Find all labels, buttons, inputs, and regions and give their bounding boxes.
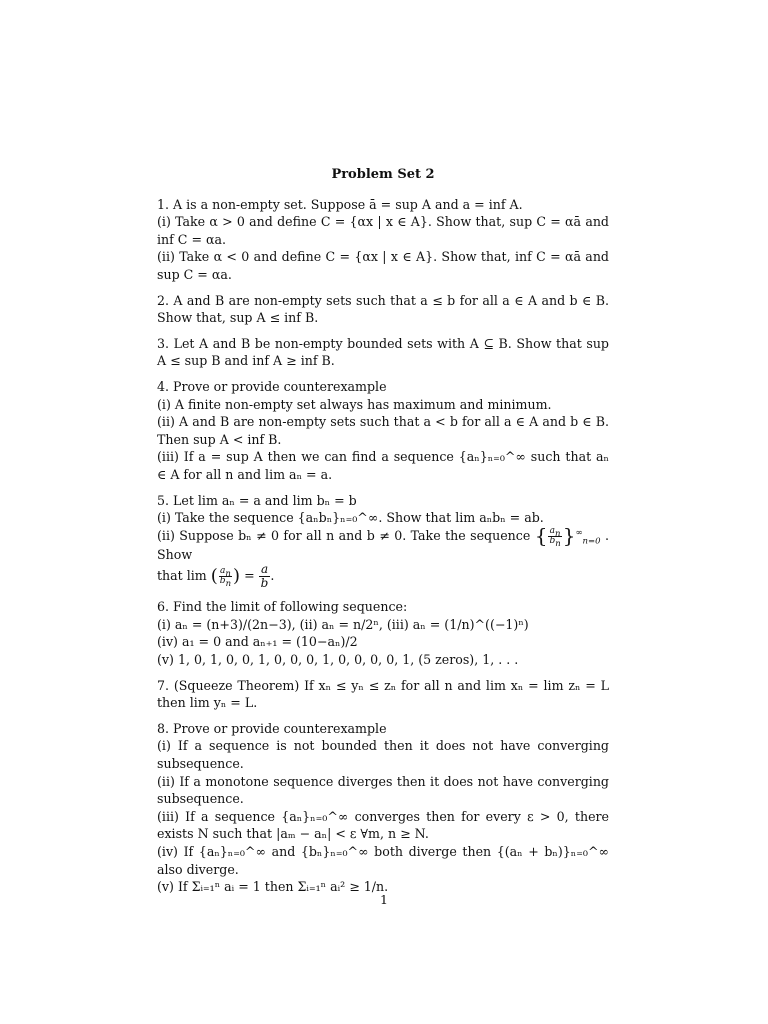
problem-1-part-ii: (ii) Take α < 0 and define C = {αx | x ∈ A}. Show that, inf C = αā and sup C = αa.	[157, 249, 609, 282]
problem-7: 7. (Squeeze Theorem) If xₙ ≤ yₙ ≤ zₙ for all n and lim xₙ = lim zₙ = L then lim yₙ = L.	[157, 677, 609, 711]
problem-4-stem: 4. Prove or provide counterexample	[157, 378, 387, 394]
problem-5-part-i: (i) Take the sequence {aₙbₙ}ₙ₌₀^∞. Show that lim aₙbₙ = ab.	[157, 510, 544, 526]
problem-8-part-iii: (iii) If a sequence {aₙ}ₙ₌₀^∞ converges then for every ε > 0, there exists N such that |aₘ − aₙ| < ε ∀m, n ≥ N.	[157, 808, 609, 842]
problem-1-part-i: (i) Take α > 0 and define C = {αx | x ∈ A}. Show that, sup C = αā and inf C = αa.	[157, 214, 609, 247]
problem-5	[157, 492, 609, 591]
limit-ratio-formula: ( $\frac{a_n}{b_n}$ )	[210, 565, 241, 590]
page-title: Problem Set 2	[331, 167, 435, 182]
problem-8-part-v: (v) If Σᵢ₌₁ⁿ aᵢ = 1 then Σᵢ₌₁ⁿ aᵢ² ≥ 1/n.	[157, 879, 389, 895]
period: .	[270, 568, 275, 584]
problem-6-stem: 6. Find the limit of following sequence:	[157, 599, 408, 615]
problem-5-part-ii	[157, 523, 609, 564]
problem-5-part-ii-cont	[157, 563, 609, 590]
page-number: 1	[380, 892, 388, 907]
problem-5-stem: 5. Let lim aₙ = a and lim bₙ = b	[157, 492, 357, 508]
problem-5-part-ii-show: . Show	[157, 527, 609, 562]
problem-5-that-lim: that lim	[157, 568, 207, 584]
problem-6	[157, 598, 609, 668]
problem-8-part-i: (i) If a sequence is not bounded then it does not have converging subsequence.	[157, 738, 609, 772]
problem-4-part-i: (i) A finite non-empty set always has maximum and minimum.	[157, 396, 552, 412]
problem-set-page	[157, 166, 609, 904]
problem-1-stem: 1. A is a non-empty set. Suppose ā = sup A and a = inf A.	[157, 196, 523, 212]
problem-6-part-iv: (iv) a₁ = 0 and aₙ₊₁ = (10−aₙ)/2	[157, 634, 358, 650]
problem-8-part-iv: (iv) If {aₙ}ₙ₌₀^∞ and {bₙ}ₙ₌₀^∞ both diverge then {(aₙ + bₙ)}ₙ₌₀^∞ also diverge.	[157, 844, 609, 877]
problem-8	[157, 720, 609, 896]
problem-1	[157, 196, 609, 284]
problem-3: 3. Let A and B be non-empty bounded sets with A ⊆ B. Show that sup A ≤ sup B and inf A ≥ inf B.	[157, 335, 609, 369]
problem-5-part-ii-text: (ii) Suppose bₙ ≠ 0 for all n and b ≠ 0. Take the sequence	[157, 527, 531, 543]
problem-4-part-iii: (iii) If a = sup A then we can find a sequence {aₙ}ₙ₌₀^∞ such that aₙ ∈ A for all n and lim aₙ = a.	[157, 449, 609, 482]
problem-4	[157, 378, 609, 484]
problem-8-part-ii: (ii) If a monotone sequence diverges then it does not have converging subsequence.	[157, 773, 609, 807]
equals-sign: =	[244, 568, 255, 584]
problem-6-part-v: (v) 1, 0, 1, 0, 0, 1, 0, 0, 0, 1, 0, 0, 0, 0, 1, (5 zeros), 1, . . .	[157, 652, 519, 668]
sequence-ratio-formula: { $\frac{a_n}{b_n}$ }$^\infty_{n=0}$	[534, 523, 601, 549]
problem-4-part-ii: (ii) A and B are non-empty sets such that a < b for all a ∈ A and b ∈ B. Then sup A < inf B.	[157, 414, 609, 447]
problem-8-stem: 8. Prove or provide counterexample	[157, 720, 387, 736]
problem-2: 2. A and B are non-empty sets such that a ≤ b for all a ∈ A and b ∈ B. Show that, sup A ≤ inf B.	[157, 292, 609, 326]
problem-6-part-i-iii: (i) aₙ = (n+3)/(2n−3), (ii) aₙ = n/2ⁿ, (iii) aₙ = (1/n)^((−1)ⁿ)	[157, 616, 529, 632]
a-over-b-fraction: $\frac{a}{b}$	[260, 562, 269, 591]
